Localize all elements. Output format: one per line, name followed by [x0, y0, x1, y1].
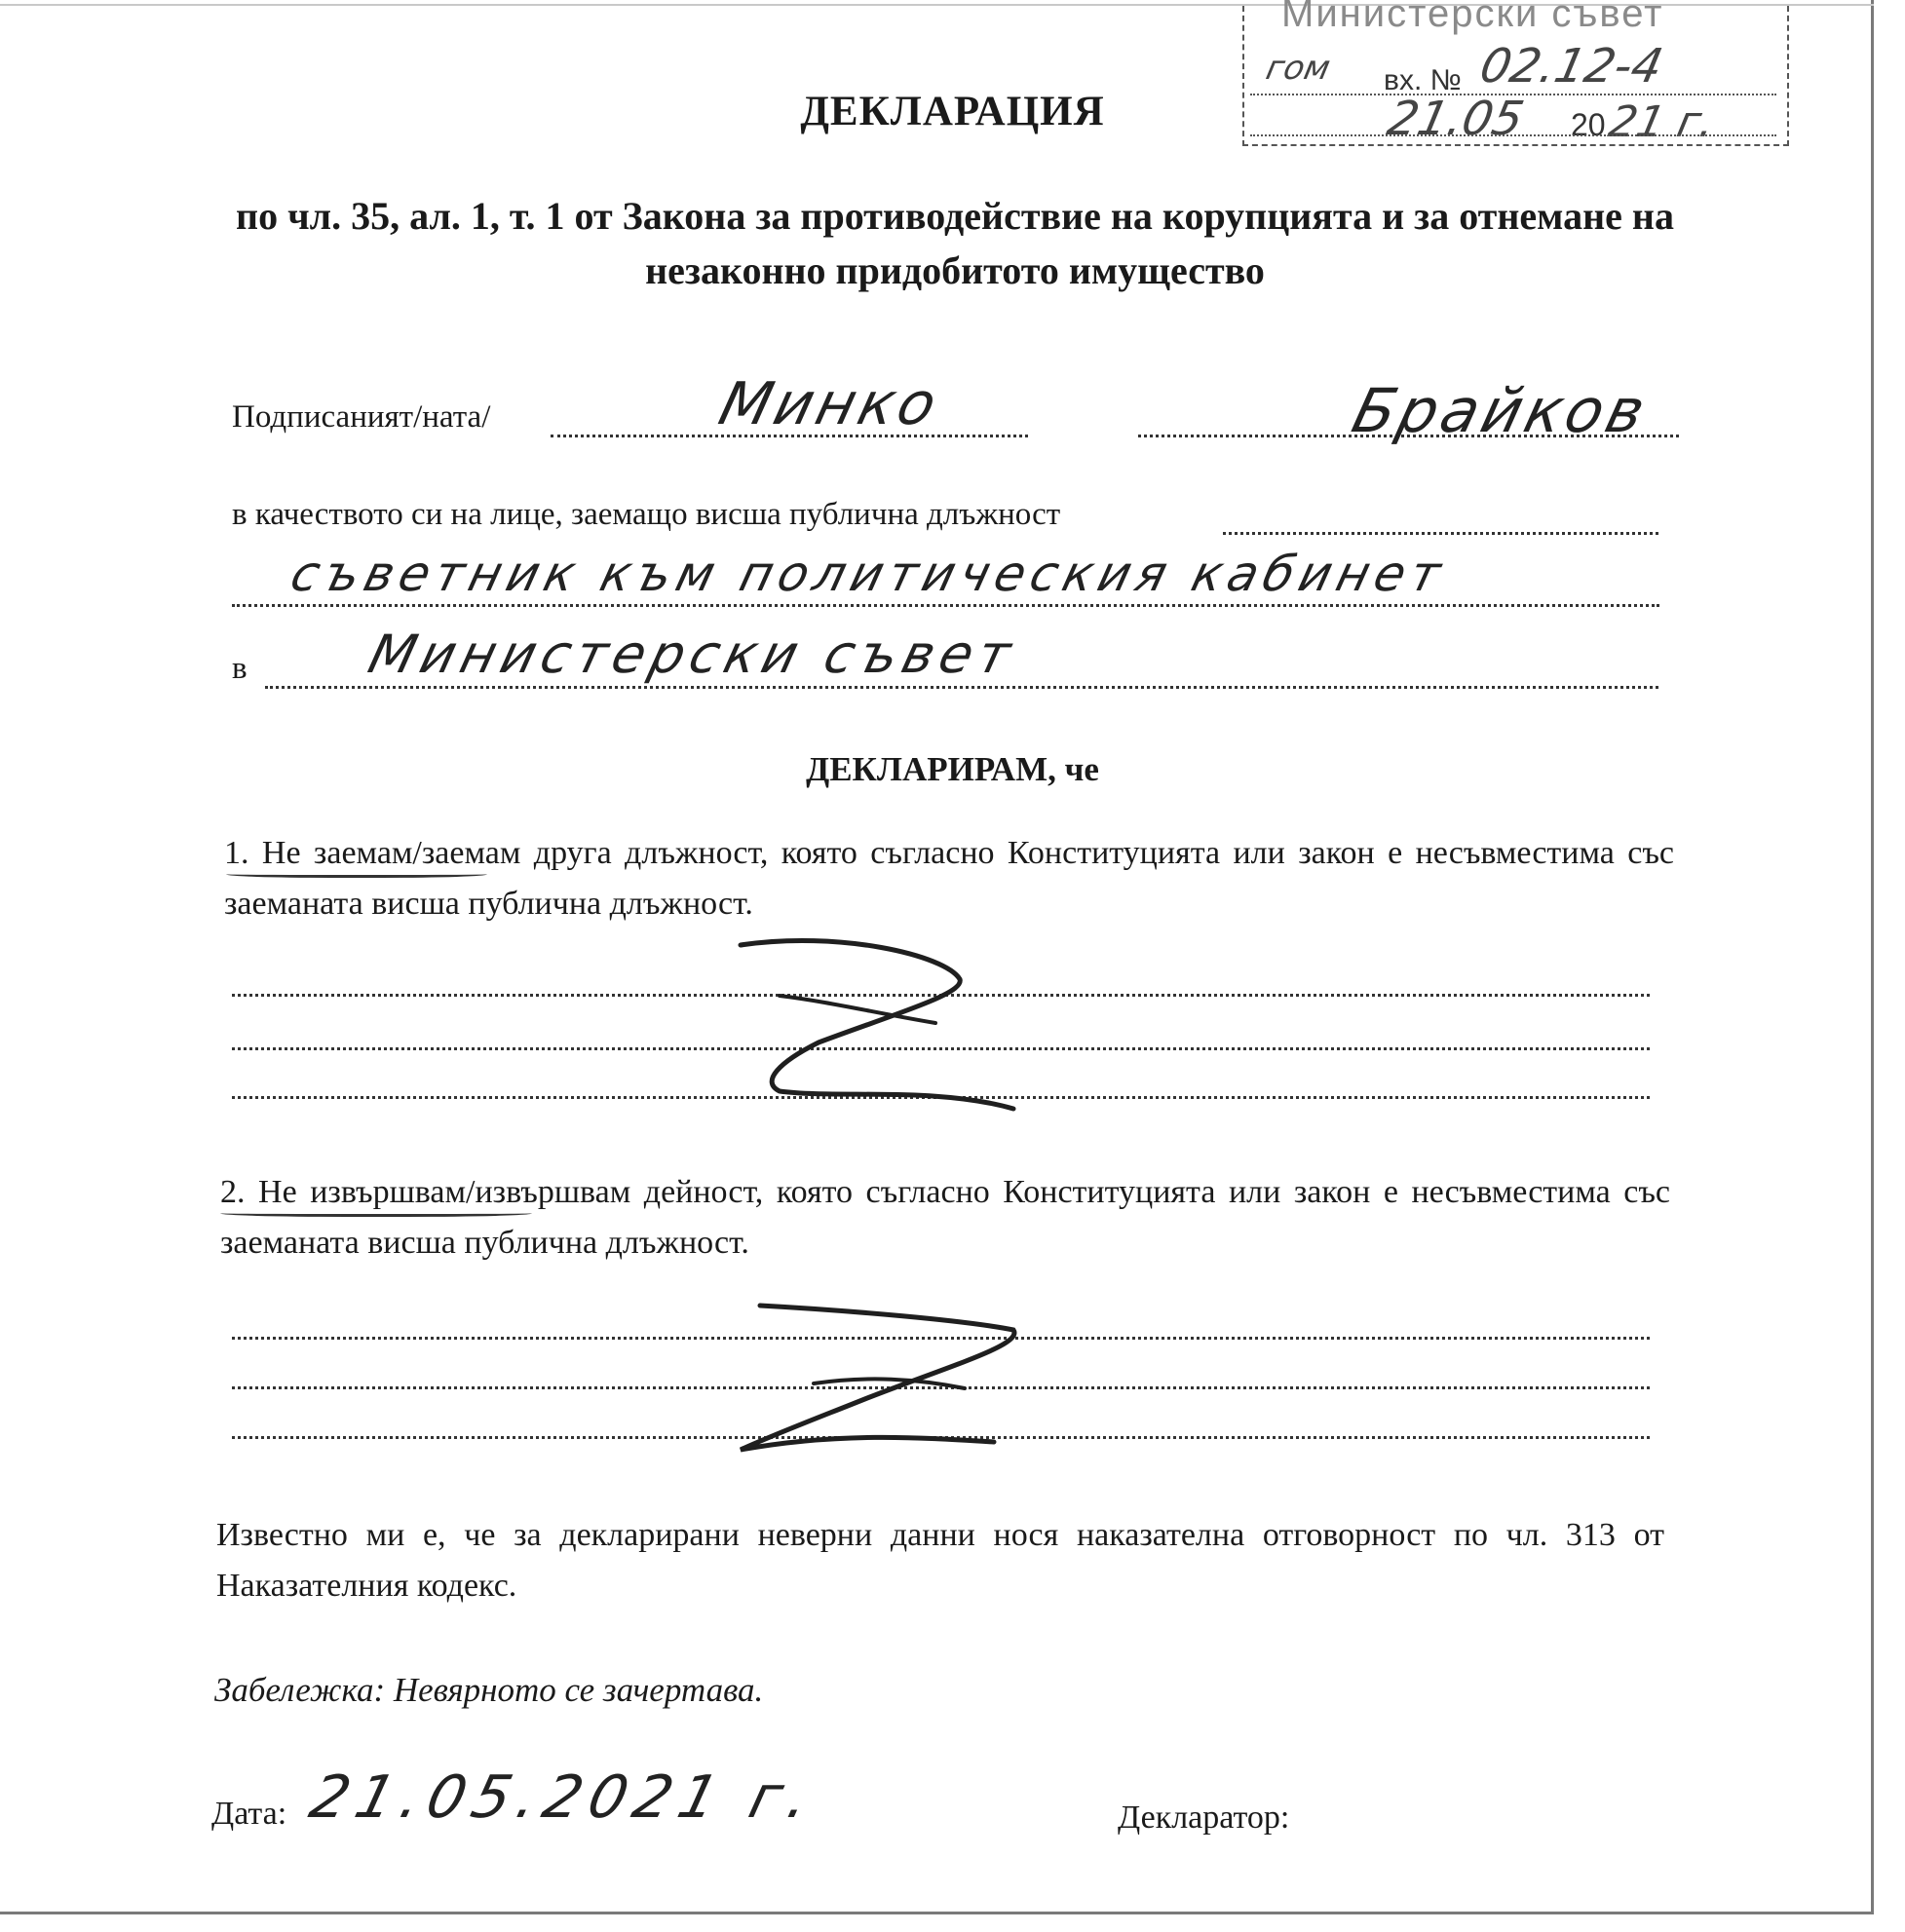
stamp-year: 21 г.: [1604, 97, 1720, 147]
declare-heading: ДЕКЛАРИРАМ, че: [806, 750, 1099, 788]
strikeout-z-2: [721, 1286, 1052, 1461]
date-label: Дата:: [211, 1796, 287, 1832]
stamp-institution: Министерски съвет: [1281, 0, 1664, 35]
date-handwritten: 21.05.2021 г.: [303, 1763, 824, 1832]
document-title: ДЕКЛАРАЦИЯ: [800, 89, 1105, 134]
capacity-dotted-line: [1223, 532, 1658, 535]
item-1: 1. Не заемам/заемам друга длъжност, която съгласно Конституцията или закон е несъвместима със заеманата висша публична длъжност.: [224, 835, 1674, 922]
signatory-first-name: Минко: [712, 370, 947, 438]
institution-dotted-line: [265, 686, 1658, 689]
strikeout-z-1: [721, 926, 1033, 1120]
declarant-label-text: Декларатор:: [1118, 1799, 1290, 1836]
position-dotted-line: [232, 604, 1659, 607]
declarant-label: [1118, 1799, 1289, 1837]
signatory-label: Подписаният/ната/: [232, 399, 491, 435]
document-subtitle: по чл. 35, ал. 1, т. 1 от Закона за противодействие на корупцията и за отнемане на незаконно придобитото имущество: [236, 194, 1674, 292]
stamp-handwritten-prefix: гом: [1262, 49, 1334, 88]
stamp-year-label: 20: [1571, 107, 1606, 142]
capacity-label: в качеството си на лице, заемащо висша публична длъжност: [232, 497, 1061, 532]
signatory-last-name: Брайков: [1345, 375, 1657, 446]
item-2: 2. Не извършвам/извършвам дейност, която съгласно Конституцията или закон е несъвместима със заеманата висша публична длъжност.: [220, 1174, 1670, 1261]
item-1-underline: [226, 869, 487, 878]
position-handwritten: съветник към политическия кабинет: [285, 546, 1453, 602]
item-2-underline: [220, 1208, 532, 1217]
note: Забележка: Невярното се зачертава.: [214, 1671, 764, 1709]
stamp-date: 21.05: [1383, 92, 1529, 146]
liability-statement: Известно ми е, че за декларирани неверни данни нося наказателна отговорност по чл. 313 от Наказателния кодекс.: [216, 1517, 1664, 1604]
stamp-reg-number: 02.12-4: [1475, 39, 1668, 94]
stamp-reg-label: вх. №: [1384, 64, 1462, 96]
in-label: в: [232, 651, 248, 686]
institution-handwritten: Министерски съвет: [362, 624, 1023, 685]
